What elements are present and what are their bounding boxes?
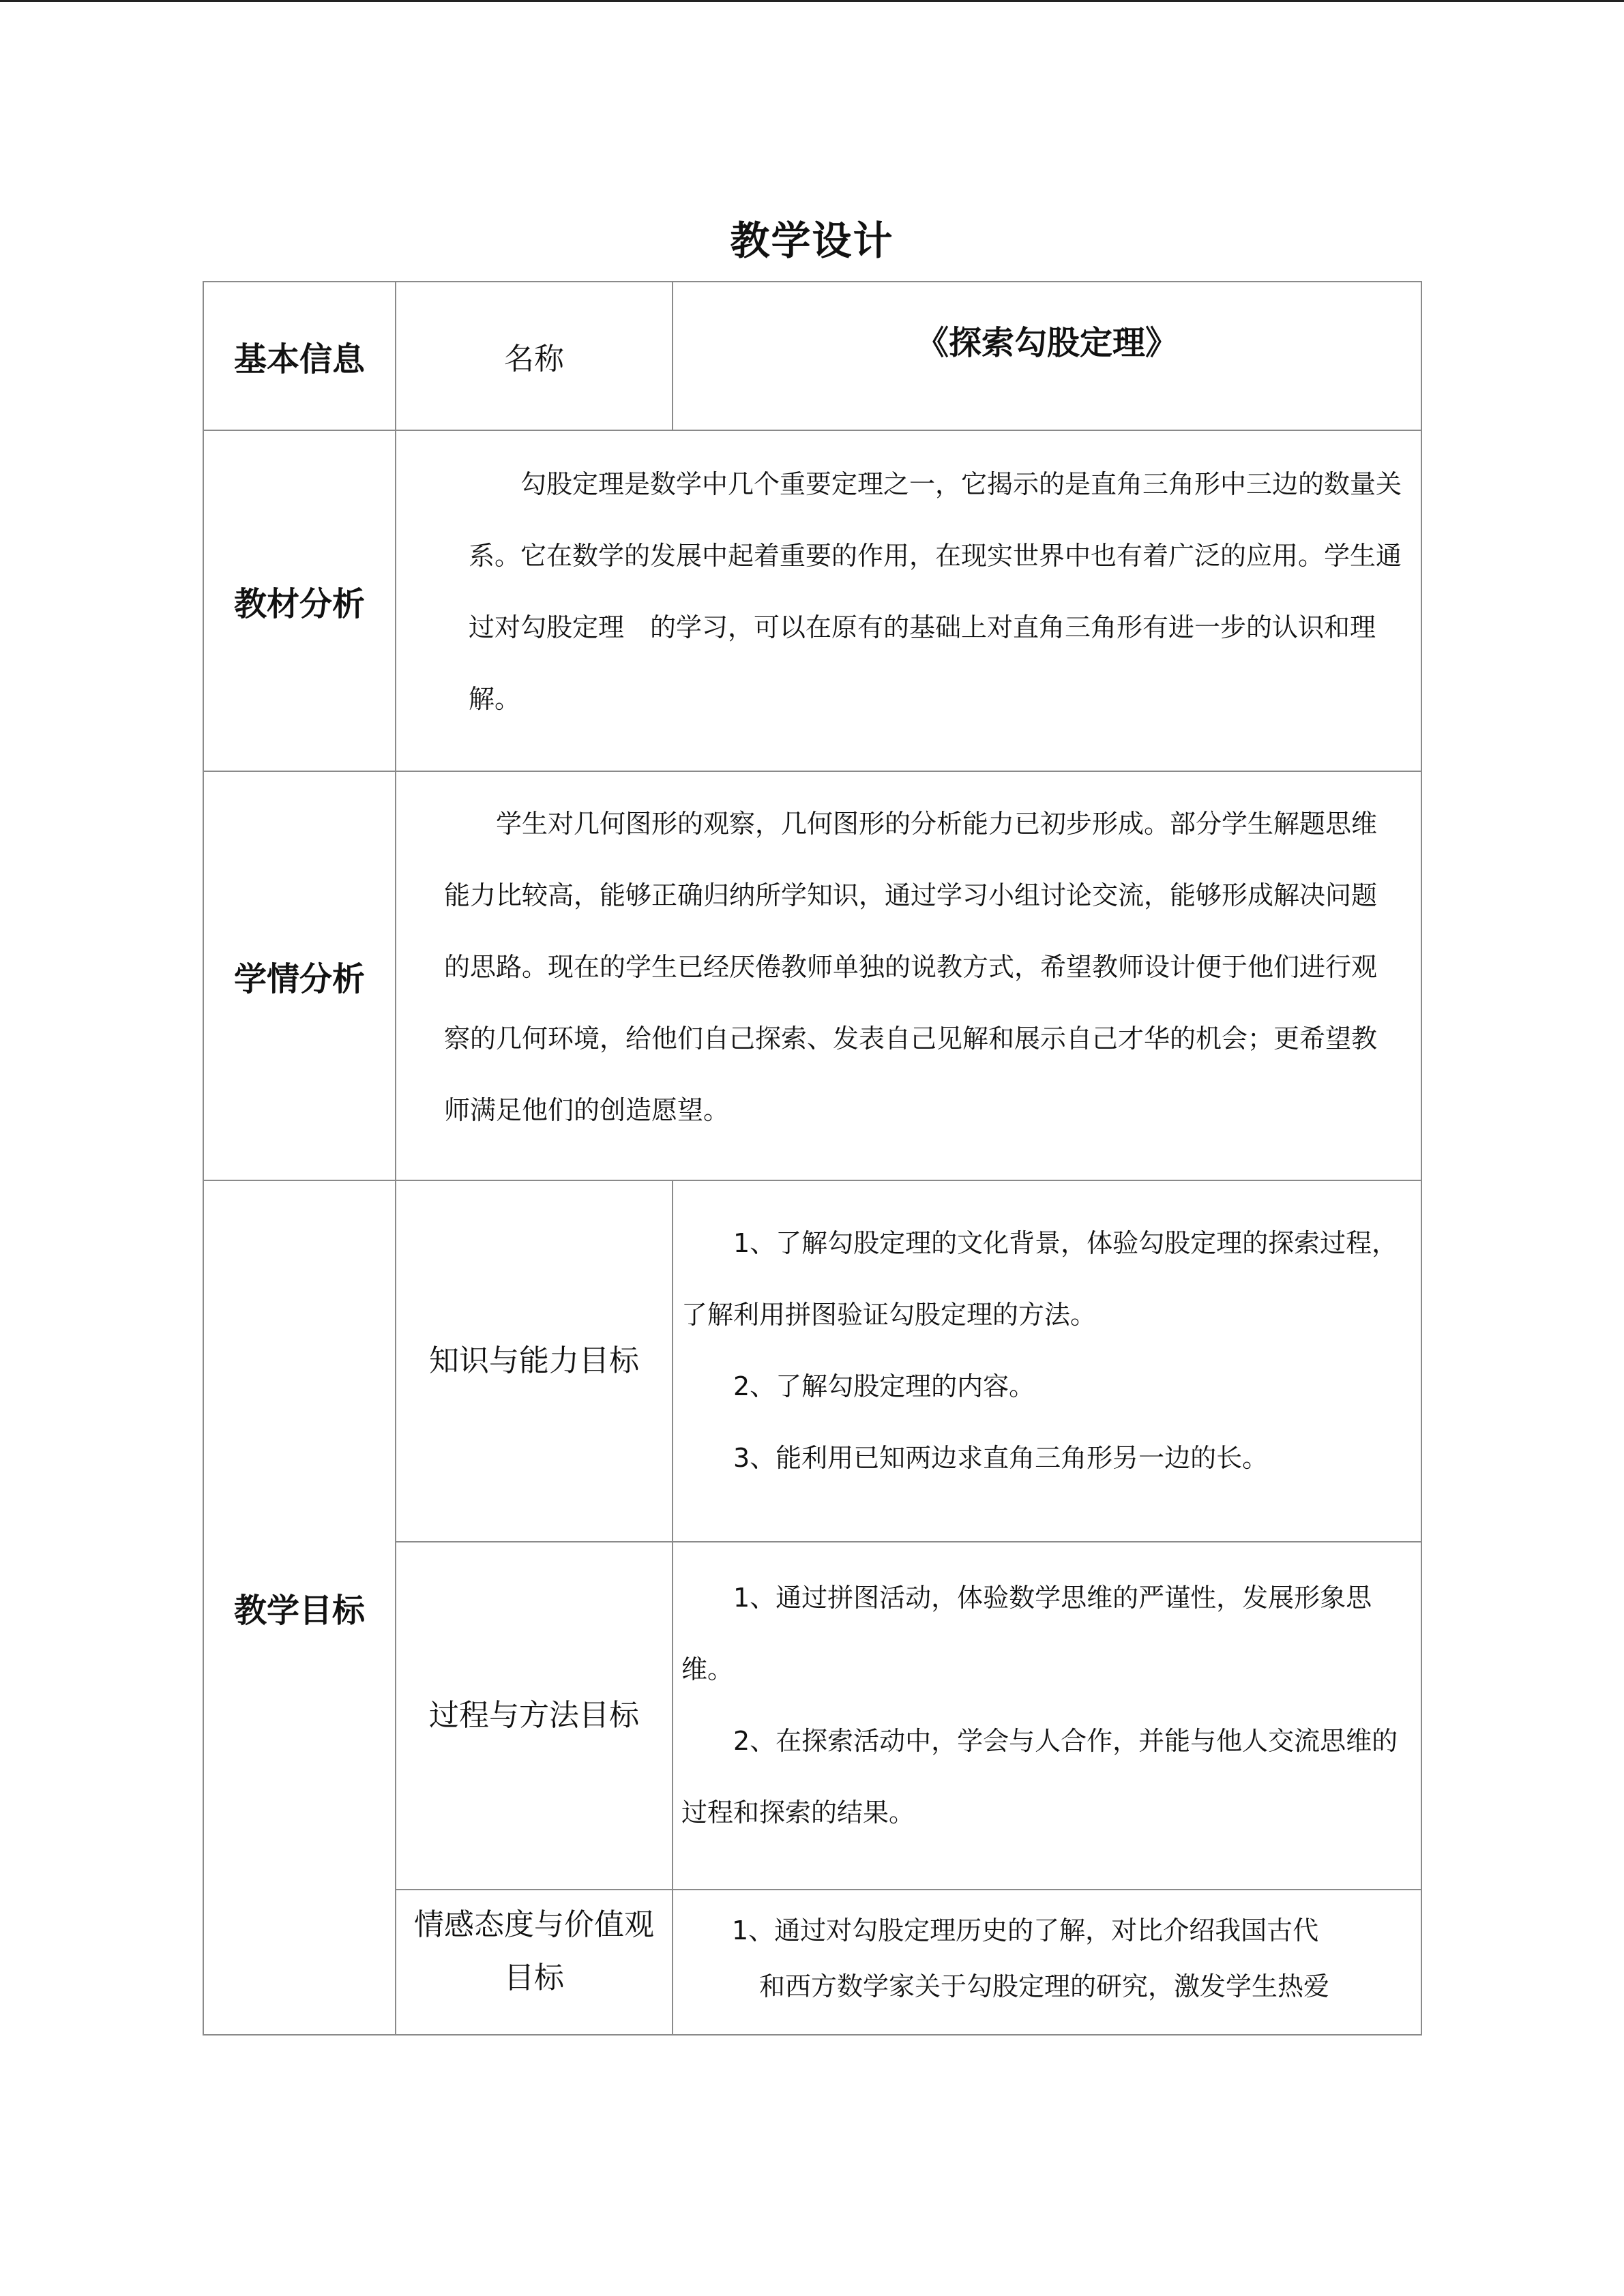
process-goal-item: 2、在探索活动中，学会与人合作，并能与他人交流思维的过程和探索的结果。 [681, 1726, 1398, 1828]
process-goal-list [673, 1542, 1421, 1890]
document-title: 教学设计 [730, 218, 894, 264]
process-goal-label: 过程与方法目标 [396, 1542, 673, 1890]
student-analysis-heading: 学情分析 [203, 771, 396, 1180]
emotion-goal-item: 1、通过对勾股定理历史的了解，对比介绍我国古代 [732, 1915, 1319, 1945]
teaching-goals-heading: 教学目标 [203, 1180, 396, 2035]
basic-info-heading: 基本信息 [203, 282, 396, 430]
materials-analysis-text: 勾股定理是数学中几个重要定理之一，它揭示的是直角三角形中三边的数量关系。它在数学的发展中起着重要的作用，在现实世界中也有着广泛的应用。学生通过对勾股定理 的学习，可以在原有的基础上对直角三角形有进一步的认识和理解。 [469, 469, 1402, 714]
emotion-goal-item: 和西方数学家关于勾股定理的研究，激发学生热爱 [759, 1971, 1330, 2001]
knowledge-goal-item: 1、了解勾股定理的文化背景，体验勾股定理的探索过程，了解利用拼图验证勾股定理的方法。 [681, 1228, 1398, 1330]
emotion-goal-label: 情感态度与价值观目标 [396, 1890, 673, 2035]
knowledge-goal-list [673, 1180, 1421, 1542]
process-goal-item: 1、通过拼图活动，体验数学思维的严谨性，发展形象思维。 [681, 1583, 1372, 1684]
student-analysis-row [203, 771, 1421, 1180]
knowledge-goal-item: 3、能利用已知两边求直角三角形另一边的长。 [733, 1443, 1269, 1473]
materials-analysis-row [203, 430, 1421, 771]
knowledge-goal-label: 知识与能力目标 [396, 1180, 673, 1542]
student-analysis-cell [396, 771, 1421, 1180]
basic-info-row [203, 282, 1421, 430]
materials-analysis-cell [396, 430, 1421, 771]
page-top-border [0, 0, 1624, 2]
knowledge-goal-item: 2、了解勾股定理的内容。 [733, 1371, 1035, 1401]
student-analysis-text: 学生对几何图形的观察，几何图形的分析能力已初步形成。部分学生解题思维能力比较高，能够正确归纳所学知识，通过学习小组讨论交流，能够形成解决问题的思路。现在的学生已经厌倦教师单独的说教方式，希望教师设计便于他们进行观察的几何环境，给他们自己探索、发表自己见解和展示自己才华的机会；更希望教师满足他们的创造愿望。 [444, 808, 1378, 1125]
lesson-plan-table [203, 281, 1422, 2036]
emotion-goal-list [673, 1890, 1421, 2035]
lesson-name-value: 《探索勾股定理》 [673, 282, 1421, 430]
name-label: 名称 [396, 282, 673, 430]
knowledge-goal-row [203, 1180, 1421, 1542]
materials-analysis-heading: 教材分析 [203, 430, 396, 771]
